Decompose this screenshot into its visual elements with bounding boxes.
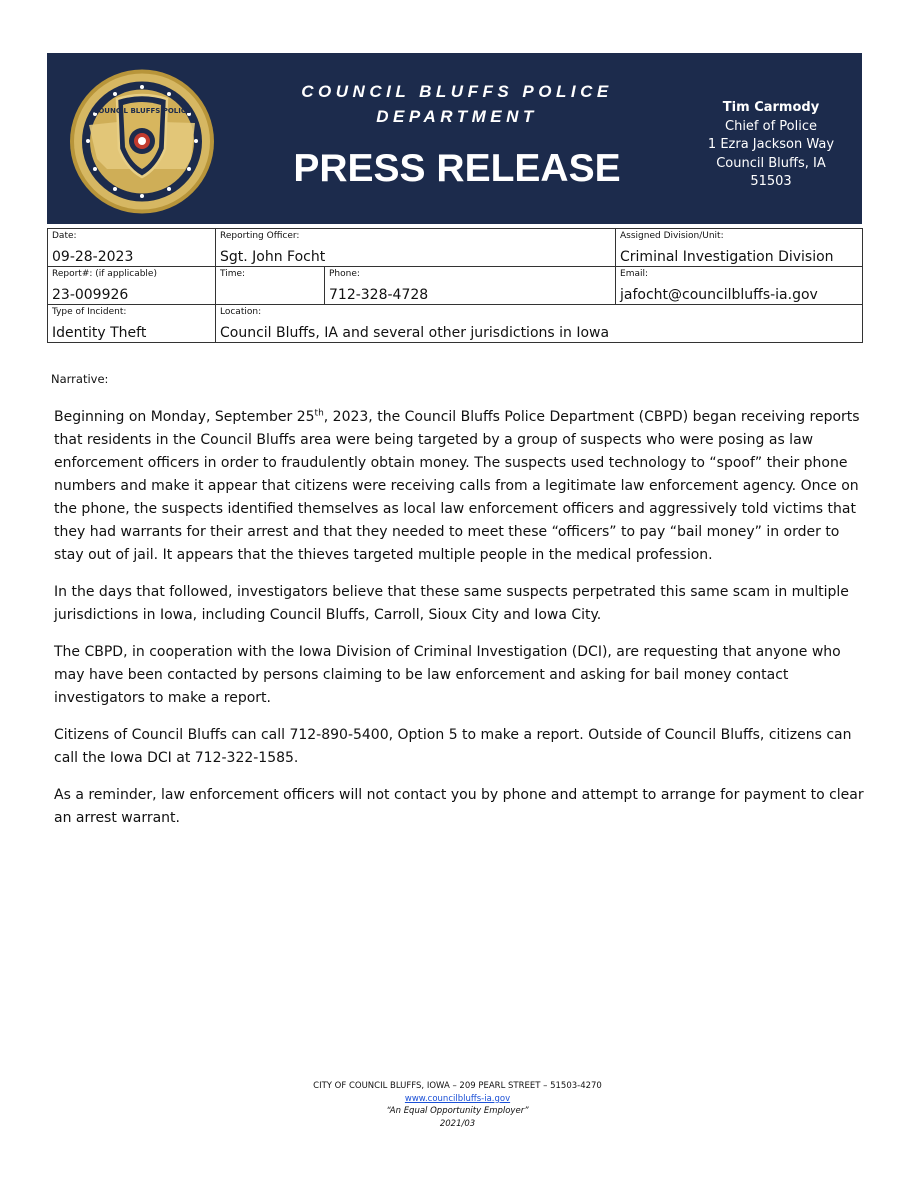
badge-text: COUNCIL BLUFFS POLICE bbox=[93, 107, 191, 115]
incident-label: Type of Incident: bbox=[52, 307, 127, 317]
narrative-paragraph-5: As a reminder, law enforcement officers will not contact you by phone and attempt to arrange for payment to clear an arrest warrant. bbox=[54, 787, 864, 826]
footer-website-link[interactable]: www.councilbluffs-ia.gov bbox=[404, 1093, 511, 1104]
footer-address: CITY OF COUNCIL BLUFFS, IOWA – 209 PEARL STREET – 51503-4270 bbox=[313, 1081, 602, 1091]
incident-info-table bbox=[47, 228, 863, 343]
paragraph-1-start: Beginning on Monday, September 25 bbox=[54, 409, 315, 425]
chief-name: Tim Carmody bbox=[722, 100, 820, 115]
email-cell bbox=[616, 267, 863, 305]
officer-label: Reporting Officer: bbox=[220, 231, 300, 241]
incident-cell bbox=[48, 305, 216, 343]
chief-contact-block bbox=[697, 99, 845, 192]
time-cell bbox=[216, 267, 325, 305]
department-line-2: DEPARTMENT bbox=[376, 107, 538, 126]
footer-tagline: “An Equal Opportunity Employer” bbox=[386, 1106, 529, 1116]
address-line-1: 1 Ezra Jackson Way bbox=[707, 137, 835, 152]
email-value: jafocht@councilbluffs-ia.gov bbox=[620, 287, 818, 303]
chief-title: Chief of Police bbox=[725, 118, 817, 134]
location-label: Location: bbox=[220, 307, 262, 317]
location-value: Council Bluffs, IA and several other jurisdictions in Iowa bbox=[220, 325, 610, 341]
department-line-1: COUNCIL BLUFFS POLICE bbox=[301, 82, 613, 101]
location-cell bbox=[216, 305, 863, 343]
narrative-paragraph-2: In the days that followed, investigators believe that these same suspects perpetrated this same scam in multiple jurisdictions in Iowa, including Council Bluffs, Carroll, Sioux City and Iowa City. bbox=[54, 584, 849, 623]
narrative-body bbox=[54, 406, 866, 844]
department-name bbox=[287, 79, 627, 129]
report-label: Report#: (if applicable) bbox=[52, 269, 157, 279]
address-line-3: 51503 bbox=[750, 174, 792, 189]
phone-label: Phone: bbox=[329, 269, 360, 279]
incident-value: Identity Theft bbox=[52, 325, 147, 341]
phone-value: 712-328-4728 bbox=[329, 287, 429, 303]
ordinal-suffix: th bbox=[314, 408, 324, 419]
date-cell bbox=[48, 229, 216, 267]
footer-revision: 2021/03 bbox=[439, 1118, 476, 1129]
narrative-paragraph-3: The CBPD, in cooperation with the Iowa Division of Criminal Investigation (DCI), are requesting that anyone who may have been contacted by persons claiming to be law enforcement and asking for bail money contact investigators to make a report. bbox=[54, 644, 841, 706]
officer-value: Sgt. John Focht bbox=[220, 249, 326, 265]
narrative-label: Narrative: bbox=[51, 372, 109, 386]
header-banner bbox=[47, 53, 862, 224]
paragraph-1-rest: , 2023, the Council Bluffs Police Department (CBPD) began receiving reports that residents in the Council Bluffs area were being targeted by a group of suspects who were posing as law enforcement officers in order to fraudulently obtain money. The suspects used technology to “spoof” their phone numbers and make it appear that citizens were receiving calls from a legitimate law enforcement agency. Once on the phone, the suspects identified themselves as local law enforcement officers and aggressively told victims that they had warrants for their arrest and that they needed to meet these “officers” to pay “bail money” in order to stay out of jail. It appears that the thieves targeted multiple people in the medical profession. bbox=[54, 409, 860, 563]
division-label: Assigned Division/Unit: bbox=[620, 231, 724, 241]
report-value: 23-009926 bbox=[52, 287, 129, 303]
police-badge-logo bbox=[67, 69, 217, 214]
date-value: 09-28-2023 bbox=[52, 249, 134, 265]
division-value: Criminal Investigation Division bbox=[620, 249, 834, 265]
time-label: Time: bbox=[220, 269, 246, 279]
phone-cell bbox=[325, 267, 616, 305]
officer-cell bbox=[216, 229, 616, 267]
narrative-paragraph-4: Citizens of Council Bluffs can call 712-890-5400, Option 5 to make a report. Outside of Council Bluffs, citizens can call the Iowa DCI at 712-322-1585. bbox=[54, 727, 852, 766]
narrative-paragraph-1 bbox=[54, 406, 866, 567]
report-cell bbox=[48, 267, 216, 305]
email-label: Email: bbox=[620, 269, 649, 279]
page-title: PRESS RELEASE bbox=[293, 147, 621, 190]
address-line-2: Council Bluffs, IA bbox=[716, 155, 826, 171]
date-label: Date: bbox=[52, 231, 77, 241]
page-footer bbox=[0, 1080, 915, 1130]
division-cell bbox=[616, 229, 863, 267]
